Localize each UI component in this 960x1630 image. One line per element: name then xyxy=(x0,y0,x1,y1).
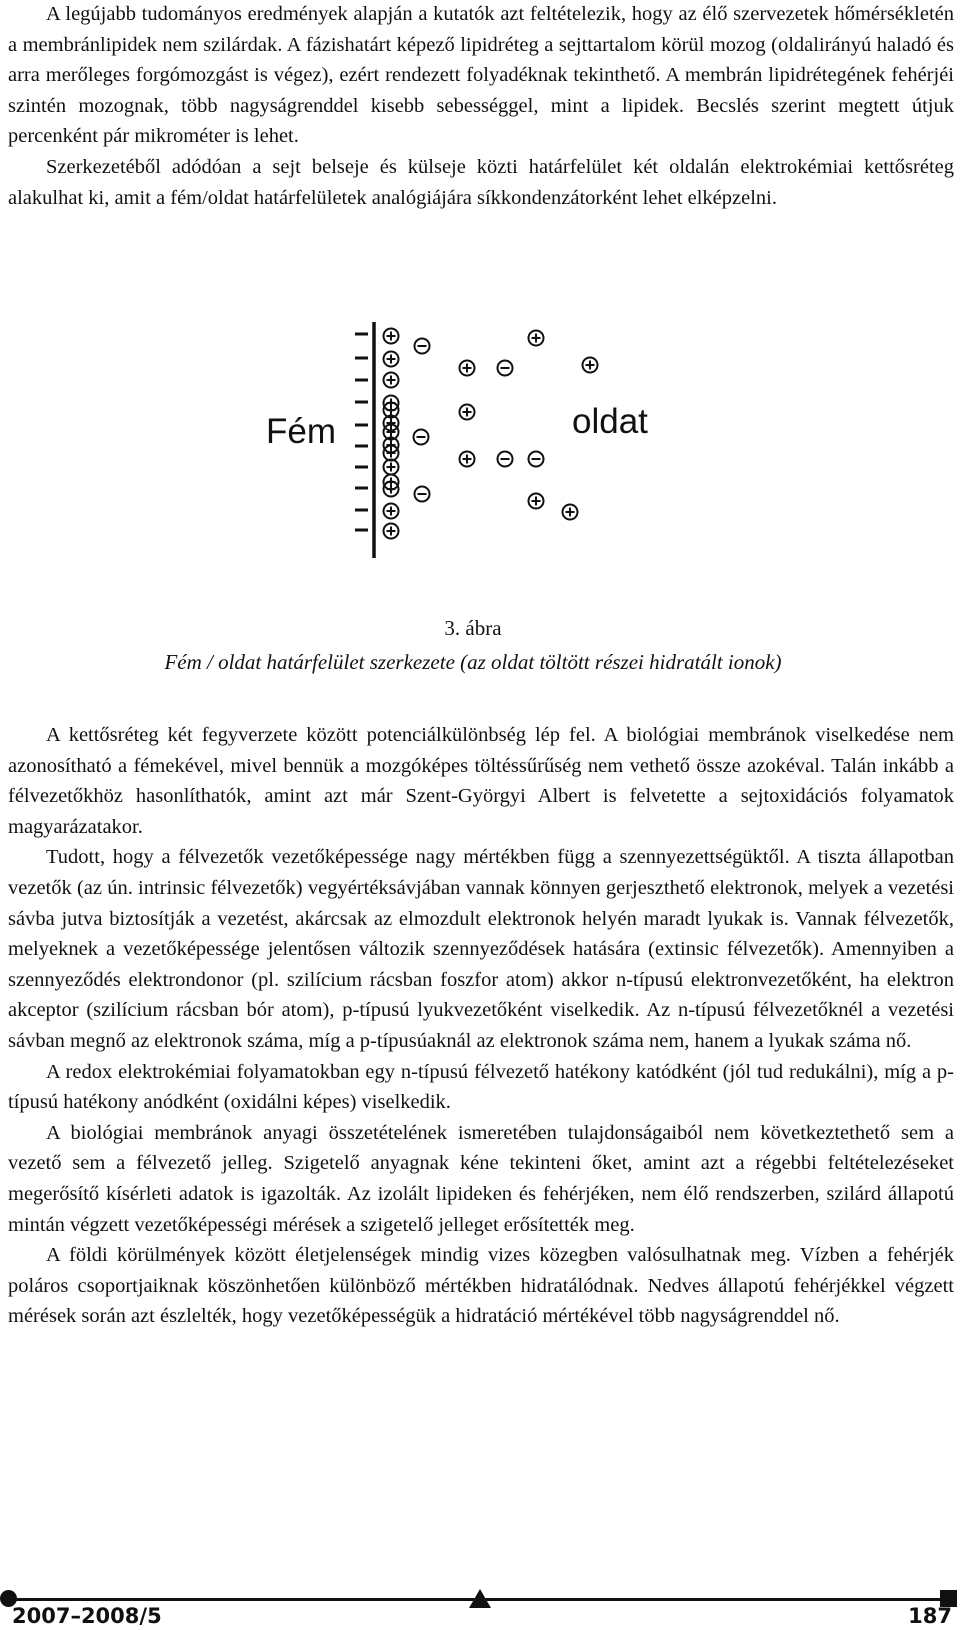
body-paragraph-3: A redox elektrokémiai folyamatokban egy n-típusú félvezető hatékony katódként (jól tud redukálni), míg a p-típusú hatékony anódként (oxidálni képes) viselkedik. xyxy=(8,1060,954,1114)
negative-ion xyxy=(415,339,430,354)
double-layer-diagram xyxy=(0,322,946,580)
article-body xyxy=(8,720,954,1332)
figure-caption: Fém / oldat határfelület szerkezete (az oldat töltött részei hidratált ionok) xyxy=(164,650,782,674)
page-number: 187 xyxy=(908,1604,952,1628)
positive-ion xyxy=(384,524,399,539)
solution-ions xyxy=(384,329,598,539)
positive-ion xyxy=(583,358,598,373)
solution-label: oldat xyxy=(572,402,648,441)
positive-ion xyxy=(563,505,578,520)
negative-ion xyxy=(414,430,429,445)
issue-number: 2007–2008/5 xyxy=(12,1604,162,1628)
positive-ion xyxy=(460,361,475,376)
negative-ion xyxy=(415,487,430,502)
positive-ion xyxy=(384,460,399,475)
intro-paragraph-1: A legújabb tudományos eredmények alapján a kutatók azt feltételezik, hogy az élő szervezetek hőmérsékletén a membránlipidek nem szilárdak. A fázishatárt képező lipidréteg a sejttartalom körül mozog (oldalirányú haladó és arra merőleges forgómozgást is végez), ezért rendezett folyadéknak tekinthető. A membrán lipidrétegének fehérjéi szintén mozognak, több nagyságrenddel kisebb sebességgel, mint a lipidek. Becslés szerint megtett útjuk percenként pár mikrométer is lehet. xyxy=(8,3,954,148)
positive-ion xyxy=(384,504,399,519)
triangle-icon xyxy=(469,1589,491,1608)
positive-ion xyxy=(384,373,399,388)
positive-ion xyxy=(384,329,399,344)
negative-ion xyxy=(529,452,544,467)
positive-ion xyxy=(529,331,544,346)
body-paragraph-5: A földi körülmények között életjelenségek mindig vizes közegben valósulhatnak meg. Vízben a fehérjék poláros csoportjaiknak köszönhetően különböző mértékben hidratálódnak. Nedves állapotú fehérjékkel végzett mérések során azt észlelték, hogy vezetőképességük a hidratáció mértékével több nagyságrenddel nő. xyxy=(8,1244,954,1328)
negative-ion xyxy=(498,361,513,376)
metal-label: Fém xyxy=(266,412,336,451)
positive-ion xyxy=(384,352,399,367)
negative-ion xyxy=(498,452,513,467)
body-paragraph-2: Tudott, hogy a félvezetők vezetőképessége nagy mértékben függ a szennyezettségüktől. A tiszta állapotban vezetők (az ún. intrinsic félvezetők) vegyértéksávjában vannak könnyen gerjeszthető elektronok, melyek a vezetési sávba jutva biztosítják a vezetést, akárcsak az elmozdult elektronok helyén maradt lyukak is. Vannak félvezetők, melyeknek a vezetőképessége jelentősen változik szennyeződések hatására (extinsic félvezetők). Amennyiben a szennyeződés elektrondonor (pl. szilícium rácsban foszfor atom) akkor n-típusú elektronvezetőként, ha elektron akceptor (szilícium rácsban bór atom), p-típusú lyukvezetőként viselkedik. Az n-típusú félvezetőknél a vezetési sávban megnő az elektronok száma, míg a p-típusúaknál az elektronok száma nem, hanem a lyukak száma nő. xyxy=(8,846,954,1052)
page-footer xyxy=(0,1590,960,1630)
figure-metal-solution-interface xyxy=(0,322,946,580)
positive-ion xyxy=(460,452,475,467)
intro-paragraph-2: Szerkezetéből adódóan a sejt belseje és külseje közti határfelület két oldalán elektrokémiai kettősréteg alakulhat ki, amit a fém/oldat határfelületek analógiájára síkkondenzátorként lehet elképzelni. xyxy=(8,155,954,209)
metal-negative-charges xyxy=(355,334,368,530)
body-paragraph-1: A kettősréteg két fegyverzete között potenciálkülönbség lép fel. A biológiai membránok viselkedése nem azonosítható a fémekével, mivel bennük a mozgóképes töltéssűrűség nem vethető össze azokéval. Talán inkább a félvezetőkhöz hasonlíthatók, amint azt már Szent-Györgyi Albert is felvetette a sejtoxidációs folyamatok magyarázatakor. xyxy=(8,724,954,838)
article-page xyxy=(8,0,954,213)
positive-ion xyxy=(529,494,544,509)
positive-ion xyxy=(460,405,475,420)
figure-number: 3. ábra xyxy=(444,616,502,640)
body-paragraph-4: A biológiai membránok anyagi összetételének ismeretében tulajdonságaiból nem következtethető sem a vezető sem a félvezető jelleg. Szigetelő anyagnak kéne tekinteni őket, amint azt a régebbi feltételezéseket megerősítő kísérleti adatok is igazolták. Az izolált lipideken és fehérjéken, nem élő rendszerben, szilárd állapotú mintán végzett vezetőképességi mérések a szigetelő jelleget erősítették meg. xyxy=(8,1121,954,1236)
